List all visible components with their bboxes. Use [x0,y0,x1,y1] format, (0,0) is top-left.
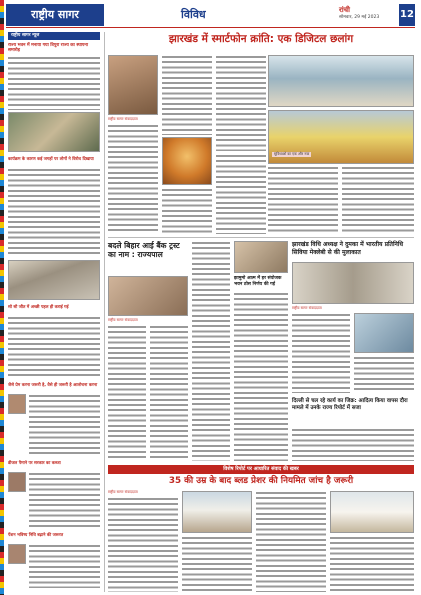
top-story-col-6 [268,166,338,234]
section-title: विविध [181,8,206,21]
middle-story-photo-2 [354,313,414,353]
column-divider [104,32,105,592]
left-story-1-title: राज्य भवन में मनाया गया त्रिपुरा राज्य का स्थापना समारोह [8,43,88,54]
bottom-banner-photo-right [330,491,414,533]
bottom-banner [108,465,414,592]
bihar-story-photo [108,276,188,316]
top-story-byline: राष्ट्रीय सागर संवाददाता [108,117,138,121]
bihar-story-byline: राष्ट्रीय सागर संवाददाता [108,318,138,322]
left-column [8,32,100,592]
top-story-photo-right [268,55,414,107]
left-story-3-title: सो सौ जीत में अच्छी पहल ही कराई गई [8,304,69,309]
left-story-2-title: कार्यक्रम के कारण कई जगहों पर लोगों ने विरोध दिखाया [8,156,94,161]
edition-date: सोमवार, 29 मई 2023 [339,15,380,20]
bihar-story-headline: बदले बिहार आई बैंक ट्रस्ट का नाम : राज्यपाल [108,241,180,260]
left-story-5-body [29,472,100,528]
top-story-col-2 [162,55,212,135]
color-registration-bar [0,0,4,595]
small-story-photo [234,241,288,273]
middle-story-col-2 [354,356,414,393]
section-divider-1 [108,237,414,238]
right-box-body [292,428,414,461]
left-story-3-body [8,316,100,376]
top-story-col-5 [216,154,266,234]
top-story-col-4 [216,55,266,151]
middle-story-photo [292,262,414,304]
left-story-2-photo [8,260,100,300]
left-story-1-photo [8,112,100,152]
top-story-center-photo [162,137,212,185]
right-box-headline: दिल्ली से चल रहे कार्य का जिक्र: आदित्य किया वापस दौरा मामले में उनके राज्य रिपोर्ट में सजा [292,398,408,411]
middle-story-headline: झारखंड विधि अध्यक्ष ने दुमका में भारतीय प्रतिनिधि सिविया मेक्लेबी से की मुलाकात [292,241,404,256]
bottom-banner-col-3 [256,491,326,592]
top-story-headline: झारखंड में स्मार्टफोन क्रांति: एक डिजिटल छलांग [168,33,354,45]
masthead [6,4,415,26]
bottom-banner-headline: 35 की उम्र के बाद ब्लड प्रेशर की नियमित जांच है जरूरी [168,476,354,486]
bottom-banner-kicker: विशेष रिपोर्ट पर आधारित संवाद की खबर [108,465,414,474]
top-story-col-7 [342,166,414,234]
left-story-6-body [29,544,100,588]
left-story-5-portrait [8,472,26,492]
top-story-photo-caption: सुविधाओं का एक और नया [274,152,310,156]
bihar-story-col-1 [108,325,146,461]
bottom-banner-byline: राष्ट्रीय सागर संवाददाता [108,490,138,494]
small-story-headline: झामुमो आत्म में हर संयोजक भवन ठोस निर्णय की गई [234,276,282,287]
bottom-banner-photo-left [182,491,252,533]
left-story-6-title: पेंशन भविष्य निधि बढ़ाने की जरूरत [8,532,64,537]
left-story-4-body [29,394,100,454]
middle-story-byline: राष्ट्रीय सागर संवाददाता [292,306,322,310]
left-story-6-portrait [8,544,26,564]
bottom-banner-col-1 [108,497,178,592]
top-story-col-3 [162,188,212,234]
masthead-rule [6,27,415,28]
brand-logo: राष्ट्रीय सागर [6,4,104,26]
middle-story-col-1 [292,313,350,393]
bottom-banner-col-2 [182,536,252,592]
top-story-photo-left [108,55,158,115]
left-story-4-title: जैसे प्रेम करना जरूरी है, वैसे ही जरूरी है आलोचना करना [8,382,98,387]
bottom-banner-col-4 [330,536,414,592]
small-story-body [234,292,288,461]
left-story-2-body [8,168,100,256]
bihar-story-col-3 [192,241,230,461]
left-story-5-title: डीजल पैमाने पर सरकार का कब्जा [8,460,61,465]
left-story-4-portrait [8,394,26,414]
page-number: 12 [399,4,415,26]
left-column-header: राष्ट्रीय सागर न्यूज [8,32,100,40]
edition-city: रांची [339,6,350,14]
top-story-col-1 [108,124,158,234]
bihar-story-col-2 [150,325,188,461]
left-story-1-body [8,56,100,110]
